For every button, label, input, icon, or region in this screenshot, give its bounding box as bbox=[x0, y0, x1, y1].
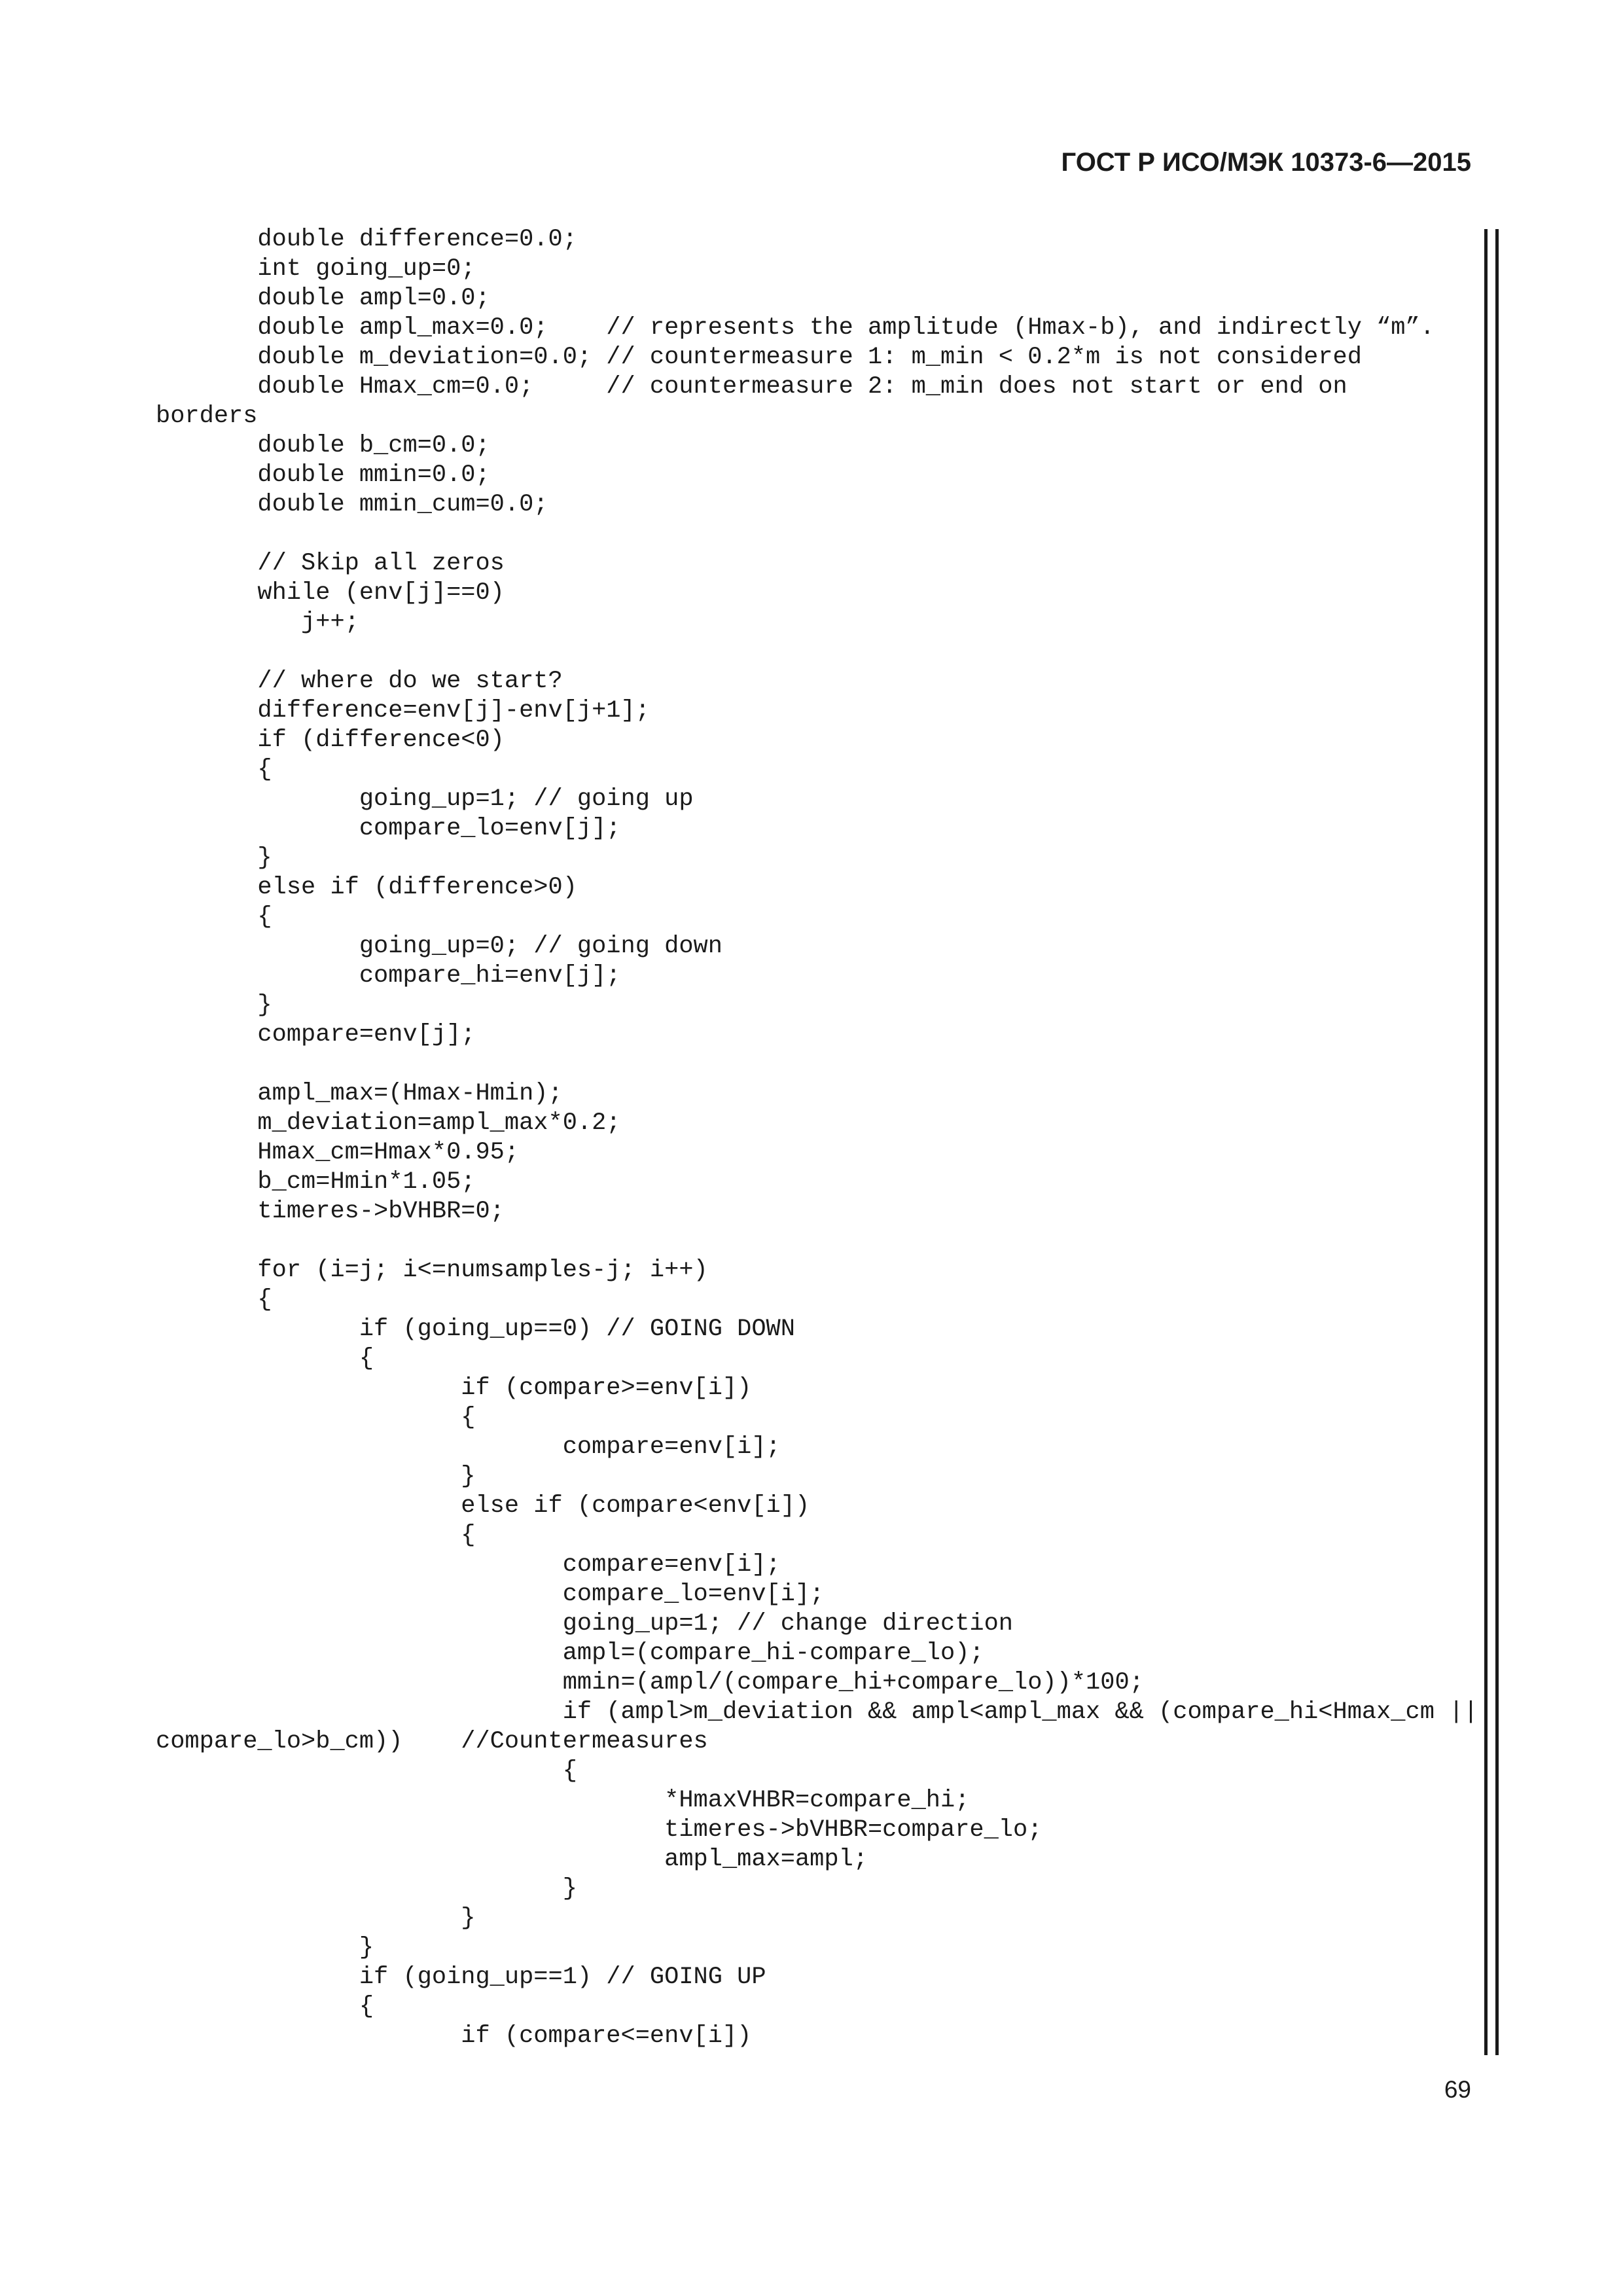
code-line: double b_cm=0.0; bbox=[156, 432, 490, 459]
code-line: going_up=1; // change direction bbox=[156, 1610, 1014, 1638]
code-line: if (compare>=env[i]) bbox=[156, 1374, 752, 1402]
code-line: int going_up=0; bbox=[156, 255, 476, 283]
document-header: ГОСТ Р ИСО/МЭК 10373-6—2015 bbox=[1061, 148, 1471, 177]
code-line: mmin=(ampl/(compare_hi+compare_lo))*100; bbox=[156, 1669, 1144, 1696]
code-line: compare_lo=env[j]; bbox=[156, 815, 621, 842]
change-bar-right bbox=[1495, 229, 1499, 2055]
code-line: ampl_max=ampl; bbox=[156, 1846, 868, 1873]
code-line: } bbox=[156, 1934, 374, 1962]
code-line: going_up=0; // going down bbox=[156, 933, 722, 960]
code-line: { bbox=[156, 1286, 272, 1314]
code-line: double ampl=0.0; bbox=[156, 285, 490, 312]
code-line: Hmax_cm=Hmax*0.95; bbox=[156, 1139, 520, 1166]
code-line: else if (difference>0) bbox=[156, 874, 577, 901]
code-line: else if (compare<env[i]) bbox=[156, 1492, 810, 1520]
code-line: if (going_up==1) // GOING UP bbox=[156, 1964, 766, 1991]
code-line: double m_deviation=0.0; // countermeasure 1: m_min < 0.2*m is not considered bbox=[156, 344, 1362, 371]
code-line: compare=env[i]; bbox=[156, 1551, 781, 1579]
code-line: } bbox=[156, 844, 272, 872]
code-line: borders bbox=[156, 403, 258, 430]
code-line: compare_hi=env[j]; bbox=[156, 962, 621, 990]
code-line bbox=[156, 637, 1484, 667]
code-listing bbox=[156, 225, 1484, 2051]
code-line: } bbox=[156, 992, 272, 1019]
code-line: { bbox=[156, 1345, 374, 1372]
page-number: 69 bbox=[1444, 2076, 1471, 2103]
code-line: compare=env[i]; bbox=[156, 1433, 781, 1461]
code-line: compare_lo>b_cm)) //Countermeasures bbox=[156, 1728, 708, 1755]
code-line: } bbox=[156, 1875, 577, 1903]
code-line: } bbox=[156, 1905, 476, 1932]
code-line: { bbox=[156, 903, 272, 931]
code-line: if (difference<0) bbox=[156, 726, 505, 754]
code-line bbox=[156, 1227, 1484, 1256]
code-line: double mmin=0.0; bbox=[156, 461, 490, 489]
code-line: // Skip all zeros bbox=[156, 550, 505, 577]
code-line: difference=env[j]-env[j+1]; bbox=[156, 697, 650, 725]
code-line: double difference=0.0; bbox=[156, 226, 577, 253]
code-line bbox=[156, 520, 1484, 549]
code-line: m_deviation=ampl_max*0.2; bbox=[156, 1109, 621, 1137]
code-line: if (going_up==0) // GOING DOWN bbox=[156, 1316, 795, 1343]
code-line: for (i=j; i<=numsamples-j; i++) bbox=[156, 1257, 708, 1284]
code-line: *HmaxVHBR=compare_hi; bbox=[156, 1787, 970, 1814]
code-line bbox=[156, 1050, 1484, 1079]
code-line: going_up=1; // going up bbox=[156, 785, 694, 813]
code-line: compare=env[j]; bbox=[156, 1021, 476, 1049]
code-line: } bbox=[156, 1463, 476, 1490]
code-line: if (compare<=env[i]) bbox=[156, 2022, 752, 2050]
code-line: // where do we start? bbox=[156, 668, 563, 695]
change-bar-left bbox=[1484, 229, 1488, 2055]
code-line: double ampl_max=0.0; // represents the amplitude (Hmax-b), and indirectly “m”. bbox=[156, 314, 1435, 342]
code-line: { bbox=[156, 1757, 577, 1785]
code-line: b_cm=Hmin*1.05; bbox=[156, 1168, 476, 1196]
code-line: ampl=(compare_hi-compare_lo); bbox=[156, 1640, 984, 1667]
code-line: timeres->bVHBR=0; bbox=[156, 1198, 505, 1225]
code-line: double mmin_cum=0.0; bbox=[156, 491, 548, 518]
code-line: timeres->bVHBR=compare_lo; bbox=[156, 1816, 1043, 1844]
code-line: if (ampl>m_deviation && ampl<ampl_max && (compare_hi<Hmax_cm || bbox=[156, 1698, 1478, 1726]
code-line: { bbox=[156, 1522, 476, 1549]
code-line: ampl_max=(Hmax-Hmin); bbox=[156, 1080, 563, 1107]
code-line: { bbox=[156, 756, 272, 783]
code-line: double Hmax_cm=0.0; // countermeasure 2: m_min does not start or end on bbox=[156, 373, 1347, 401]
code-line: compare_lo=env[i]; bbox=[156, 1581, 825, 1608]
code-line: while (env[j]==0) bbox=[156, 579, 505, 607]
code-line: j++; bbox=[156, 609, 359, 636]
code-line: { bbox=[156, 1404, 476, 1431]
code-line: { bbox=[156, 1993, 374, 2020]
